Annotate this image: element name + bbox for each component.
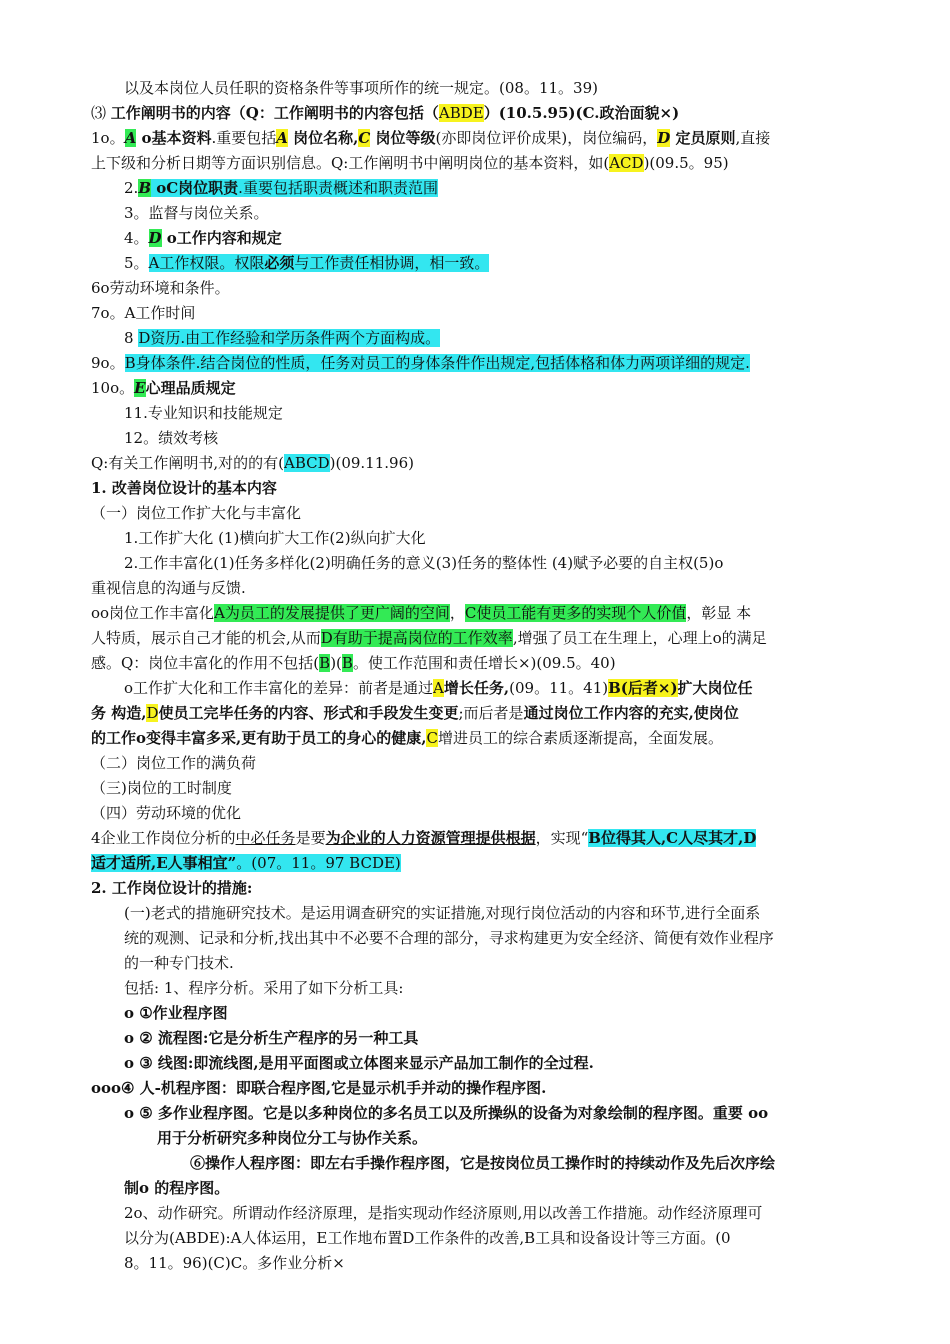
text-line [124,676,753,700]
text-line [124,1001,228,1025]
text-run: ABDE [438,104,484,122]
text-run: 3。监督与岗位关系。 [124,204,269,222]
text-line [190,1151,775,1175]
text-run: 1.工作扩大化 (1)横向扩大工作(2)纵向扩大化 [124,529,426,547]
text-line [91,751,256,775]
text-run: (09。11。41) [509,679,609,697]
text-line [124,76,598,100]
text-line [91,376,236,400]
text-run: A工作权限。权限 [148,254,265,272]
text-line [91,351,750,375]
text-line [124,176,438,200]
text-run: 统的观测、记录和分析,找出其中不必要不合理的部分，寻求构建更为安全经济、简便有效作业程序 [124,929,774,947]
text-run: C使员工能有更多的实现个人价值 [464,604,687,622]
text-line [91,101,679,125]
text-run: 的工作o变得丰富多采,更有助于员工的身心的健康, [91,729,427,747]
text-run: 以分为(ABDE):A人体运用，E工作地布置D工作条件的改善,B工具和设备设计等三方面。(0 [124,1229,731,1247]
text-run: 使员工完毕任务的内容、形式和手段发生变更 [158,704,459,722]
text-run: )(09.11.96) [329,454,414,472]
text-run: B(后者×) [608,679,678,697]
text-run: 心理品质规定 [145,379,236,397]
text-run: (亦即岗位评价成果)，岗位编码， [435,129,658,147]
text-run: 适才适所,E人事相宜” [91,854,237,872]
text-run: 9o。 [91,354,125,372]
text-run: 通过岗位工作内容的充实,使岗位 [523,704,739,722]
text-run: （四）劳动环境的优化 [91,804,242,822]
text-run: 与工作责任相协调，相一致。 [294,254,490,272]
text-line [124,526,426,550]
text-run: ， [449,604,465,622]
text-run: 为企业的人力资源管理提供根据 [325,829,536,847]
text-run: D [657,129,671,147]
text-run: (一)老式的措施研究技术。是运用调查研究的实证措施,对现行岗位活动的内容和环节,进行全面系 [124,904,761,922]
text-line [91,301,195,325]
text-run: 4企业工作岗位分析的 [91,829,236,847]
text-run: （三)岗位的工时制度 [91,779,232,797]
text-run: D [148,229,162,247]
text-line [157,1126,427,1150]
text-line [91,726,723,750]
text-line [124,1051,594,1075]
text-run: 11.专业知识和技能规定 [124,404,283,422]
text-run: C [426,729,438,747]
text-run: 制o 的程序图。 [124,1179,230,1197]
text-run: B [341,654,353,672]
text-run: ）(10.5.95)(C.政治面貌×) [483,104,680,122]
text-run: 岗位等级 [370,129,436,147]
text-line [124,551,723,575]
text-run: 2. 工作岗位设计的措施: [91,879,253,897]
text-run: 用于分析研究多种岗位分工与协作关系。 [157,1129,428,1147]
text-run: D [146,704,159,722]
text-line [91,501,301,525]
text-run: .重要包括 [211,129,277,147]
text-line [91,601,751,625]
text-line [91,651,616,675]
text-line [124,1026,418,1050]
text-run: ooo④ 人-机程序图：即联合程序图,它是显示机手并动的操作程序图. [91,1079,547,1097]
text-run: o基本资料 [136,129,212,147]
text-run: 2o、动作研究。所谓动作经济原理，是指实现动作经济原则,用以改善工作措施。动作经济原理可 [124,1204,763,1222]
text-run: B [319,654,331,672]
text-line [124,901,760,925]
text-run: 定员原则 [670,129,736,147]
text-run: A [124,129,137,147]
text-line [124,426,218,450]
text-run: 人特质，展示自己才能的机会,从而 [91,629,321,647]
text-run: .重要包括职责概述和职责范围 [238,179,438,197]
text-line [91,276,230,300]
text-run: 工作阐明书的内容（Q：工作阐明书的内容包括（ [110,104,439,122]
text-run: D有助于提高岗位的工作效率 [320,629,513,647]
text-run: o ③ 线图:即流线图,是用平面图或立体图来显示产品加工制作的全过程. [124,1054,594,1072]
text-run: 12。绩效考核 [124,429,219,447]
text-run: 增长任务, [443,679,510,697]
text-run: 2.工作丰富化(1)任务多样化(2)明确任务的意义(3)任务的整体性 (4)赋予必要的自主权(5)o [124,554,724,572]
text-run: 重视信息的沟通与反馈. [91,579,246,597]
text-run: 6o劳动环境和条件。 [91,279,230,297]
text-run: o工作内容和规定 [161,229,282,247]
text-line [91,476,277,500]
text-run: )(09.5。95) [643,154,729,172]
text-line [124,226,282,250]
text-line [124,1226,731,1250]
text-line [91,626,767,650]
text-run: ，彰显 本 [686,604,752,622]
text-line [124,1176,229,1200]
text-run: ;而后者是 [458,704,524,722]
text-run: 8 [124,329,139,347]
text-run: 。使工作范围和责任增长×)(09.5。40) [352,654,616,672]
text-line [91,876,252,900]
text-run: （一）岗位工作扩大化与丰富化 [91,504,302,522]
text-run: 1. 改善岗位设计的基本内容 [91,479,277,497]
text-line [91,451,414,475]
text-run: 7o。A工作时间 [91,304,196,322]
text-line [124,951,234,975]
text-run: B位得其人,C人尽其才,D [588,829,757,847]
text-run: 4。 [124,229,149,247]
text-line [91,826,756,850]
text-run: )( [330,654,342,672]
text-run: E [134,379,146,397]
text-run: o ①作业程序图 [124,1004,228,1022]
text-line [91,126,770,150]
text-run: 感。Q：岗位丰富化的作用不包括( [91,654,320,672]
text-run: （二）岗位工作的满负荷 [91,754,257,772]
text-line [124,326,440,350]
text-line [91,851,401,875]
text-run: o ② 流程图:它是分析生产程序的另一种工具 [124,1029,419,1047]
text-run: Q:有关工作阐明书,对的的有( [91,454,284,472]
text-run: ,直接 [735,129,771,147]
text-run: ,增强了员工在生理上，心理上o的满足 [512,629,767,647]
text-run: A [276,129,288,147]
text-line [124,1251,345,1275]
text-run: 的一种专门技术. [124,954,234,972]
text-run: 中必任务 [235,829,296,847]
text-run: ⑶ [91,104,111,122]
text-run: 5。 [124,254,149,272]
text-run: ACD [609,154,644,172]
text-line [91,701,739,725]
text-run: 8。11。96)(C)C。多作业分析× [124,1254,345,1272]
text-line [91,776,232,800]
text-line [124,251,489,275]
text-run: ABCD [283,454,330,472]
text-run: oC岗位职责 [151,179,239,197]
text-run: 2. [124,179,139,197]
text-run: C [358,129,371,147]
text-run: 。(07。11。97 BCDE) [236,854,401,872]
text-line [91,151,729,175]
text-line [91,801,241,825]
text-line [124,1101,768,1125]
text-run: A [433,679,444,697]
text-run: 上下级和分析日期等方面识别信息。Q:工作阐明书中阐明岗位的基本资料，如( [91,154,610,172]
text-run: 增进员工的综合素质逐渐提高，全面发展。 [437,729,723,747]
text-run: oo岗位工作丰富化 [91,604,215,622]
text-run: B身体条件.结合岗位的性质，任务对员工的身体条件作出规定,包括体格和体力两项详细的规定. [124,354,750,372]
text-run: 1o。 [91,129,125,147]
text-run: A为员工的发展提供了更广阔的空间 [214,604,450,622]
text-line [91,576,246,600]
text-run: 包括: 1、程序分析。采用了如下分析工具: [124,979,404,997]
text-run: o工作扩大化和工作丰富化的差异：前者是通过 [124,679,434,697]
text-line [124,926,774,950]
text-run: D资历.由工作经验和学历条件两个方面构成。 [138,329,441,347]
text-run: ⑥操作人程序图：即左右手操作程序图，它是按岗位员工操作时的持续动作及先后次序绘 [190,1154,776,1172]
text-run: B [138,179,151,197]
text-run: 岗位名称, [287,129,359,147]
text-run: 10o。 [91,379,135,397]
text-run: 务 构造, [91,704,147,722]
text-run: o ⑤ 多作业程序图。它是以多种岗位的多名员工以及所操纵的设备为对象绘制的程序图。重要 oo [124,1104,769,1122]
text-line [124,201,269,225]
text-line [91,1076,546,1100]
text-run: 是要 [295,829,326,847]
text-line [124,1201,762,1225]
text-line [124,401,283,425]
text-run: 必须 [264,254,295,272]
text-run: ，实现“ [535,829,589,847]
text-run: 扩大岗位任 [677,679,753,697]
text-line [124,976,403,1000]
text-run: 以及本岗位人员任职的资格条件等事项所作的统一规定。(08。11。39) [124,79,598,97]
